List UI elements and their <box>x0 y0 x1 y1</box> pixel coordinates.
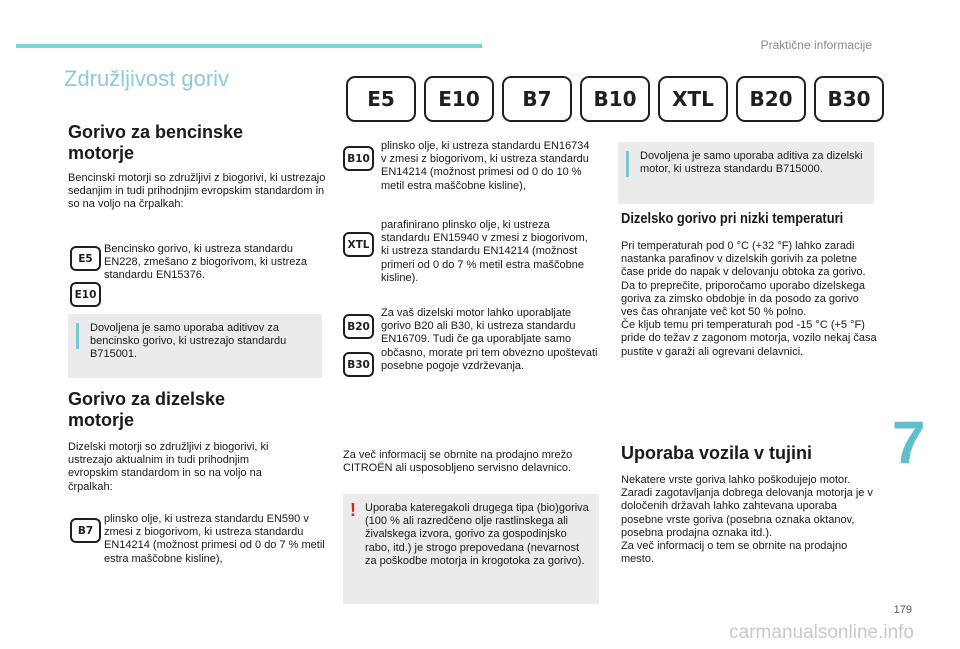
abroad-text: Nekatere vrste goriva lahko poškodujejo motor. Zaradi zagotavljanja dobrega delovanja motorja je v določenih državah lahko zahtevana uporaba posebne vrste goriva (posebna oznaka oktanov, posebna prodajna oznaka itd.). Za več informacij o tem se obrnite na prodajno mesto. <box>621 474 873 566</box>
petrol-additive-note <box>68 314 322 378</box>
badge-b7: B7 <box>70 518 101 543</box>
badge-b30: B30 <box>343 352 374 377</box>
warning-text: Uporaba kateregakoli drugega tipa (bio)goriva (100 % ali razredčeno olje rastlinskega ali živalskega izvora, gorivo za gospodinjsko rabo, itd.) je strogo prepovedana (nevarnost za poškodbe motorja in krogotoka za gorivo). <box>365 502 589 567</box>
info-icon <box>626 151 629 177</box>
petrol-description: Bencinsko gorivo, ki ustreza standardu EN228, zmešano z biogorivom, ki ustreza standardu EN15376. <box>104 243 307 282</box>
badge-e5: E5 <box>70 246 101 271</box>
lowtemp-heading: Dizelsko gorivo pri nizki temperaturi <box>621 210 844 227</box>
diesel-heading: Gorivo za dizelske motorje <box>68 389 226 430</box>
badge-xtl: XTL <box>343 232 374 257</box>
fuel-badge-b20: B20 <box>736 76 806 122</box>
diesel-intro: Dizelski motorji so združljivi z biogorivi, ki ustrezajo aktualnim in tudi prihodnjim evropskim standardom in so na voljo na črpalkah: <box>68 441 269 493</box>
watermark: carmanualsonline.info <box>729 622 914 643</box>
info-icon <box>76 323 79 349</box>
xtl-description: parafinirano plinsko olje, ki ustreza standardu EN15940 v zmesi z biogorivom, ki ustreza standardu EN14214 (možnost primeri od 0 do 7 % metil estra maščobne kisline). <box>381 219 588 284</box>
badge-b20: B20 <box>343 314 374 339</box>
petrol-intro: Bencinski motorji so združljivi z biogorivi, ki ustrezajo sedanjim in tudi prihodnjim evropskim standardom in so na voljo na črpalkah: <box>68 172 326 211</box>
fuel-badge-e5: E5 <box>346 76 416 122</box>
page-title: Združljivost goriv <box>64 66 230 91</box>
fuel-badge-b10: B10 <box>580 76 650 122</box>
fuel-badge-b30: B30 <box>814 76 884 122</box>
petrol-heading: Gorivo za bencinske motorje <box>68 122 244 163</box>
b7-description: plinsko olje, ki ustreza standardu EN590 v zmesi z biogorivom, ki ustreza standardu EN14214 (možnost primesi od 0 do 7 % metil estra maščobne kisline), <box>104 513 325 565</box>
warning-icon: ! <box>350 500 356 520</box>
warning-box <box>343 494 599 604</box>
badge-b10: B10 <box>343 146 374 171</box>
b10-description: plinsko olje, ki ustreza standardu EN16734 v zmesi z biogorivom, ki ustreza standardu EN14214 (možnost primesi od 0 do 10 % metil estra maščobne kisline), <box>381 140 590 192</box>
header-accent-bar <box>16 44 482 48</box>
lowtemp-text: Pri temperaturah pod 0 °C (+32 °F) lahko zaradi nastanka parafinov v dizelskih gorivih za poletne čase pride do napak v delovanju obtoka za gorivo. Da to preprečite, priporočamo uporabo dizelskega goriva za zimsko obdobje in da posodo za gorivo ves čas ohranjate več kot 50 % polno. Če kljub temu pri temperaturah pod -15 °C (+5 °F) pride do težav z zagonom motorja, vozilo nekaj časa pustite v garaži ali ogrevani delavnici. <box>621 240 877 358</box>
fuel-badge-b7: B7 <box>502 76 572 122</box>
chapter-number: 7 <box>892 409 926 476</box>
fuel-badge-xtl: XTL <box>658 76 728 122</box>
page-number: 179 <box>893 604 912 616</box>
fuel-badge-e10: E10 <box>424 76 494 122</box>
badge-e10: E10 <box>70 282 101 307</box>
more-info-text: Za več informacij se obrnite na prodajno mrežo CITROËN ali usposobljeno servisno delavnico. <box>343 449 573 475</box>
section-header: Praktične informacije <box>760 38 872 52</box>
petrol-additive-text: Dovoljena je samo uporaba aditivov za bencinsko gorivo, ki ustrezajo standardu B715001. <box>90 322 287 361</box>
abroad-heading: Uporaba vozila v tujini <box>621 443 813 463</box>
diesel-additive-text: Dovoljena je samo uporaba aditiva za dizelski motor, ki ustreza standardu B715000. <box>640 150 863 176</box>
diesel-additive-note <box>618 142 874 204</box>
b20-b30-description: Za vaš dizelski motor lahko uporabljate gorivo B20 ali B30, ki ustreza standardu EN16709. Tudi če ga uporabljate samo občasno, morate pri tem obvezno upoštevati posebne pogoje vzdrževanja. <box>381 307 598 372</box>
